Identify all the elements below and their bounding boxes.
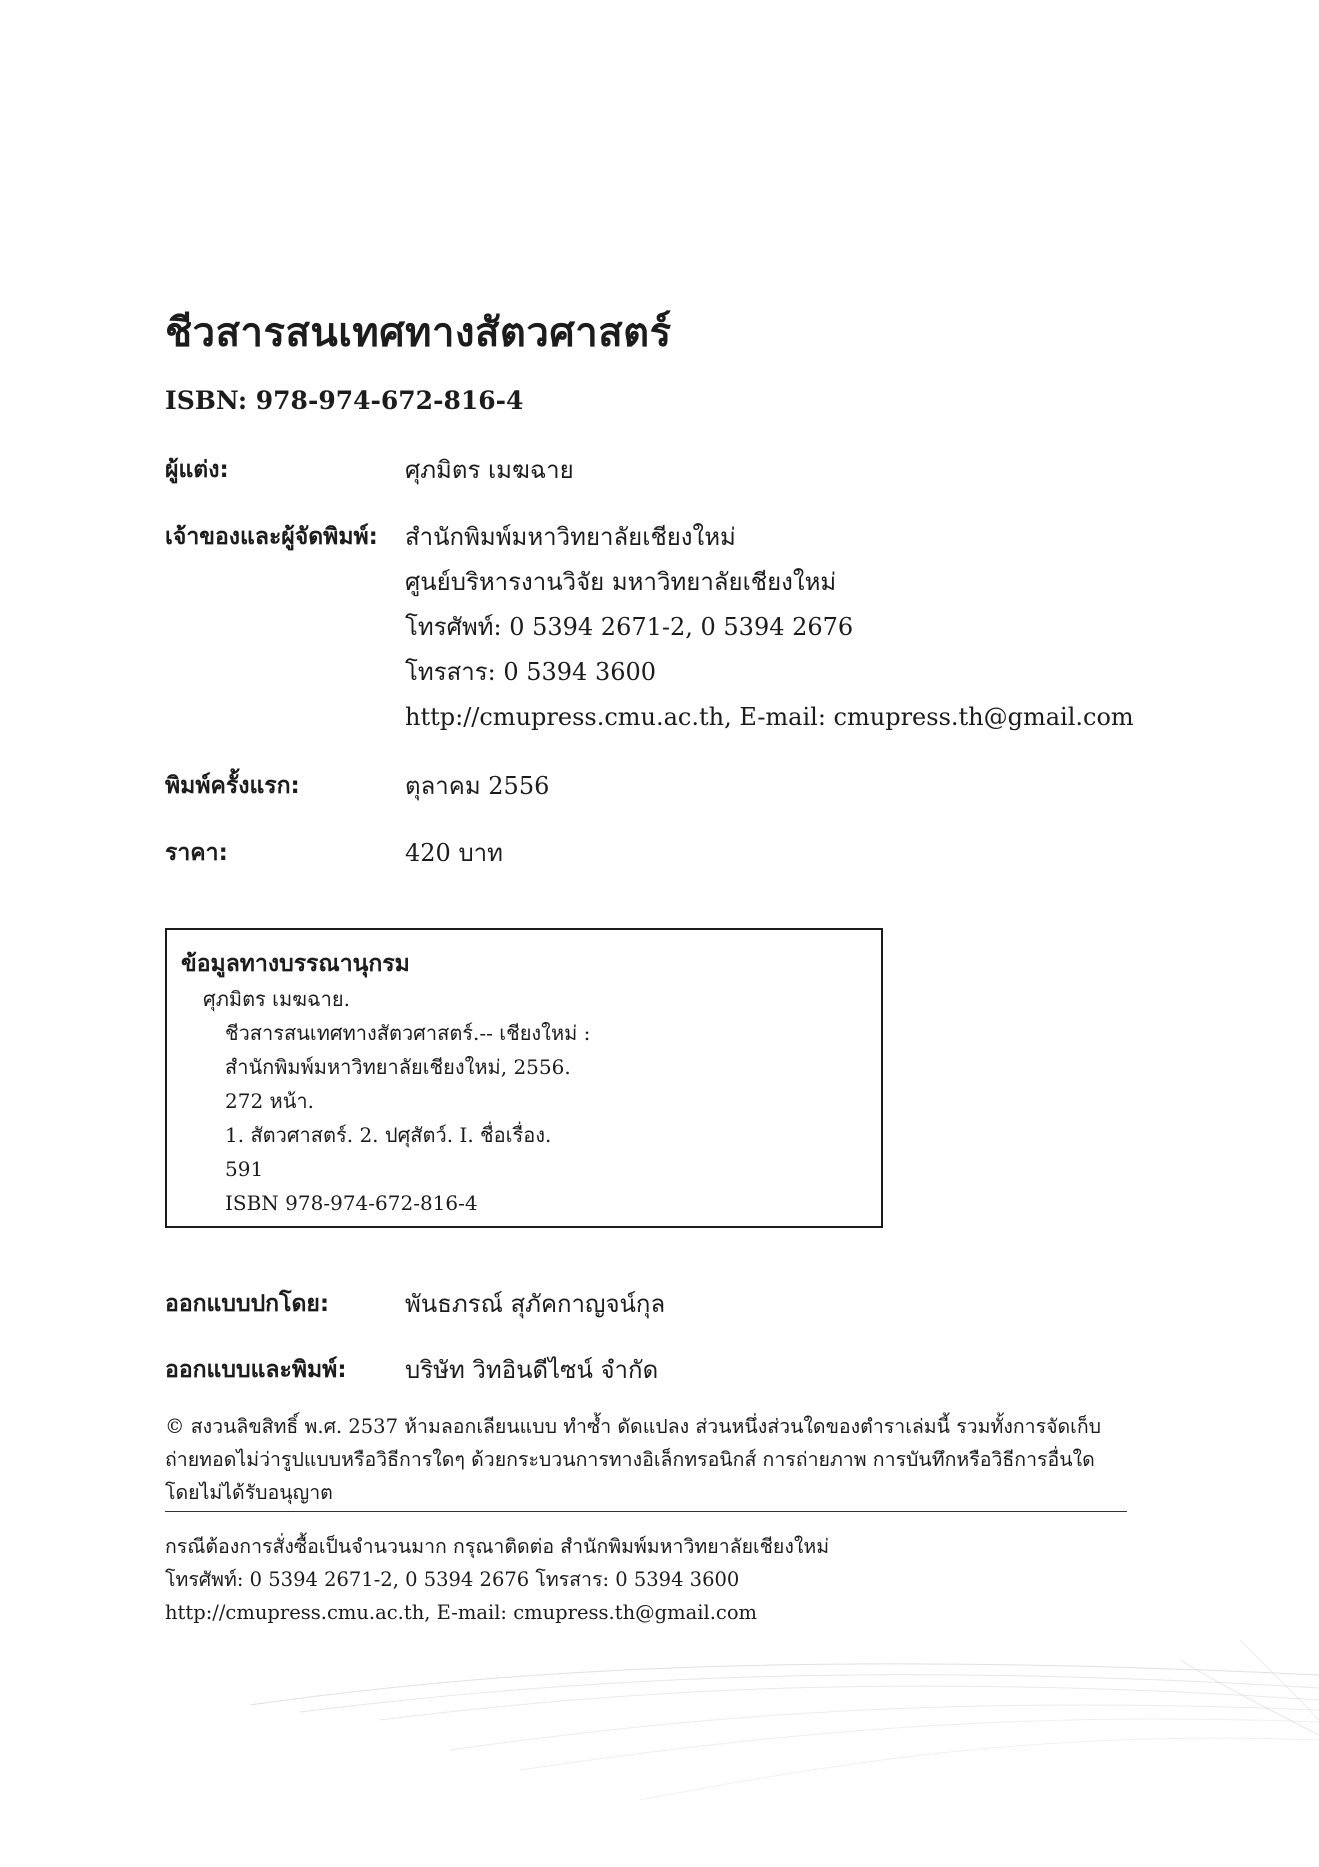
publisher-lines [405,522,1134,747]
order-contact-web: http://cmupress.cmu.ac.th, E-mail: cmupress.th@gmail.com [165,1601,758,1624]
publisher-name: สำนักพิมพ์มหาวิทยาลัยเชียงใหม่ [405,523,736,551]
catalog-lines [225,1016,590,1220]
publisher-web-email: http://cmupress.cmu.ac.th, E-mail: cmupress.th@gmail.com [405,703,1134,731]
decorative-swoosh [0,1600,1319,1867]
publisher-phone: โทรศัพท์: 0 5394 2671-2, 0 5394 2676 [405,613,854,641]
author-value: ศุภมิตร เมฆฉาย [405,456,574,484]
book-title: ชีวสารสนเทศทางสัตวศาสตร์ [165,310,672,356]
catalog-pages-line: 272 หน้า. [225,1089,314,1113]
copyright-notice [165,1410,1130,1509]
book-isbn: ISBN: 978-974-672-816-4 [165,386,524,415]
publisher-label: เจ้าของและผู้จัดพิมพ์: [165,524,378,550]
copyright-line: ถ่ายทอดไม่ว่ารูปแบบหรือวิธีการใดๆ ด้วยกระบวนการทางอิเล็กทรอนิกส์ การถ่ายภาพ การบันทึกหรือวิธีการอื่นใด [165,1448,1095,1471]
catalog-title-line: ชีวสารสนเทศทางสัตวศาสตร์.-- เชียงใหม่ : [225,1021,591,1045]
price-label: ราคา: [165,840,228,866]
author-label: ผู้แต่ง: [165,457,229,483]
catalog-publisher-line: สำนักพิมพ์มหาวิทยาลัยเชียงใหม่, 2556. [225,1055,571,1079]
divider-line [165,1511,1127,1512]
publisher-center: ศูนย์บริหารงานวิจัย มหาวิทยาลัยเชียงใหม่ [405,568,837,596]
cover-design-label: ออกแบบปกโดย: [165,1291,330,1317]
order-contact-line: กรณีต้องการสั่งซื้อเป็นจำนวนมาก กรุณาติดต่อ สำนักพิมพ์มหาวิทยาลัยเชียงใหม่ [165,1535,830,1558]
print-design-value: บริษัท วิทอินดีไซน์ จำกัด [405,1356,659,1384]
publisher-fax: โทรสาร: 0 5394 3600 [405,658,657,686]
first-print-label: พิมพ์ครั้งแรก: [165,773,300,799]
catalog-class-line: 591 [225,1157,264,1181]
copyright-line: © สงวนลิขสิทธิ์ พ.ศ. 2537 ห้ามลอกเลียนแบบ ทำซ้ำ ดัดแปลง ส่วนหนึ่งส่วนใดของตำราเล่มนี้ รวมทั้งการจัดเก็บ [165,1415,1102,1438]
copyright-line: โดยไม่ได้รับอนุญาต [165,1481,333,1504]
catalog-subjects-line: 1. สัตวศาสตร์. 2. ปศุสัตว์. I. ชื่อเรื่อง. [225,1123,552,1147]
first-print-value: ตุลาคม 2556 [405,772,550,800]
catalog-heading: ข้อมูลทางบรรณานุกรม [181,951,410,977]
price-value: 420 บาท [405,839,503,867]
print-design-label: ออกแบบและพิมพ์: [165,1357,347,1383]
order-contact-phone: โทรศัพท์: 0 5394 2671-2, 0 5394 2676 โทรสาร: 0 5394 3600 [165,1568,740,1591]
cataloging-box [165,928,883,1228]
catalog-author: ศุภมิตร เมฆฉาย. [203,987,350,1011]
cover-design-value: พันธภรณ์ สุภัคกาญจน์กุล [405,1290,666,1318]
catalog-isbn-line: ISBN 978-974-672-816-4 [225,1191,478,1215]
